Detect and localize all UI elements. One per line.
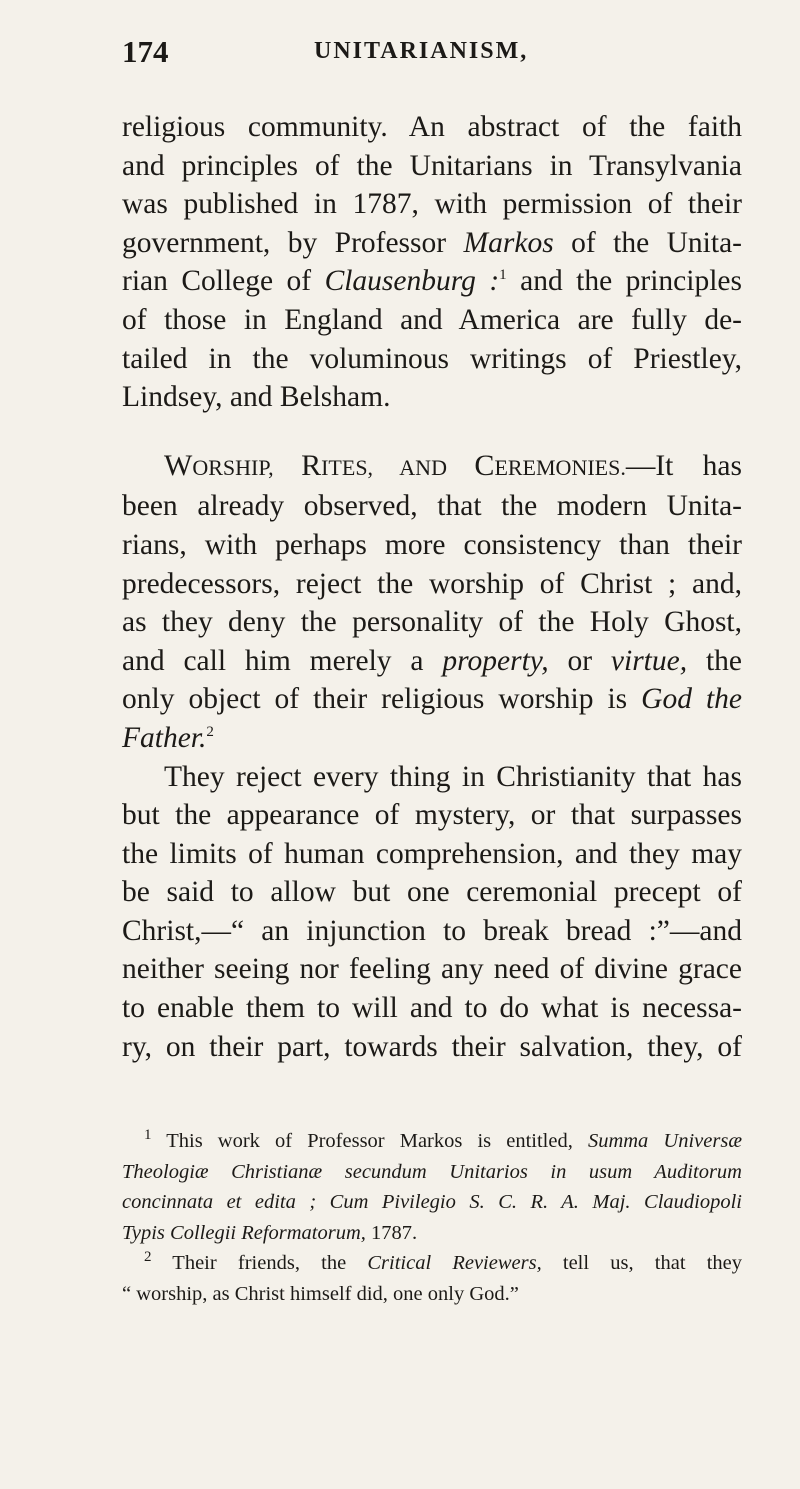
text-line: and principles of the Unitarians in Transylvania [122,149,742,182]
text-span: tell us, that they [541,1252,743,1274]
text-span: only object of their religious worship is [122,683,642,716]
text-span: government, by Professor [122,226,464,259]
text-line: They reject every thing in Christianity that has [164,760,742,793]
italic-term: virtue, [610,644,688,677]
paragraph [122,758,742,1067]
text-line: to enable them to will and to do what is necessa- [122,992,742,1025]
text-line: predecessors, reject the worship of Christ ; and, [122,567,742,600]
paragraph-gap [122,417,742,447]
footnote-marker: 2 [144,1249,152,1266]
text-line: was published in 1787, with permission of their [122,188,742,221]
text-line: religious community. An abstract of the faith [122,111,742,143]
section-heading: W [164,448,193,482]
text-line [122,1187,742,1218]
italic-term: God the [641,683,743,716]
text-line: “ worship, as Christ himself did, one only God.” [122,1282,519,1305]
text-line [122,680,742,719]
italic-name: Markos [463,226,554,259]
text-line [122,1126,742,1157]
text-line: rians, with perhaps more consistency than their [122,528,742,561]
italic-term: property, [442,644,549,677]
section-heading: R [301,448,322,482]
text-span: and the principles [506,265,742,298]
text-line: be said to allow but one ceremonial precept of [122,876,742,909]
text-line [122,1248,742,1279]
italic-title: Theologiæ Christianæ secundum Unitarios in usum Auditorum [122,1160,742,1183]
text-line: tailed in the voluminous writings of Priestley, [122,342,742,375]
text-span: Their friends, the [151,1252,368,1274]
text-line: neither seeing nor feeling any need of divine grace [122,953,742,986]
section-heading: ORSHIP, [192,454,302,480]
text-line [122,262,742,301]
text-line: Lindsey, and Belsham. [122,381,391,414]
text-line [122,447,742,488]
text-line: as they deny the personality of the Holy Ghost, [122,606,742,639]
text-line [122,1218,742,1249]
text-span: or [548,644,611,677]
footnote [122,1126,742,1248]
running-title: UNITARIANISM, [314,38,529,64]
italic-title: Summa Universæ [587,1130,742,1152]
text-span: and call him merely a [122,644,443,677]
text-line [122,719,742,758]
text-line: but the appearance of mystery, or that surpasses [122,799,742,832]
text-span: This work of Professor Markos is entitled, [151,1130,588,1152]
section-heading: EREMONIES. [494,454,626,480]
text-line: the limits of human comprehension, and they may [122,837,742,870]
italic-title: Typis Collegii Reformatorum, [122,1221,366,1244]
footnote-reference[interactable]: 2 [206,724,214,741]
text-line [122,1157,742,1188]
running-head [122,34,742,74]
footnote-marker: 1 [144,1127,152,1144]
italic-title: concinnata et edita ; Cum Pivilegio S. C. R. A. Maj. Claudiopoli [122,1191,742,1213]
italic-term: Father. [122,721,207,754]
paragraph [122,108,742,417]
footnote-reference[interactable]: 1 [499,267,507,284]
text-line [122,642,742,681]
text-span: rian College of [122,265,325,298]
text-line: Christ,—“ an injunction to break bread :”—and [122,914,742,947]
page-number: 174 [122,34,169,69]
italic-place: Clausenburg : [324,265,500,298]
text-line: been already observed, that the modern Unita- [122,490,742,523]
body-text [122,108,742,1066]
paragraph [122,447,742,758]
text-line: ry, on their part, towards their salvation, they, of [122,1030,742,1063]
text-span: the [687,644,742,677]
section-heading: ITES, AND [321,454,475,480]
text-span: 1787. [365,1221,418,1244]
italic-title: Critical Reviewers, [367,1252,542,1274]
section-heading: C [474,448,495,482]
footnotes [122,1126,742,1309]
text-line [122,224,742,263]
text-span: —It has [625,449,743,482]
text-span: of the Unita- [553,226,742,259]
text-line: of those in England and America are fully de- [122,303,742,336]
footnote [122,1248,742,1309]
